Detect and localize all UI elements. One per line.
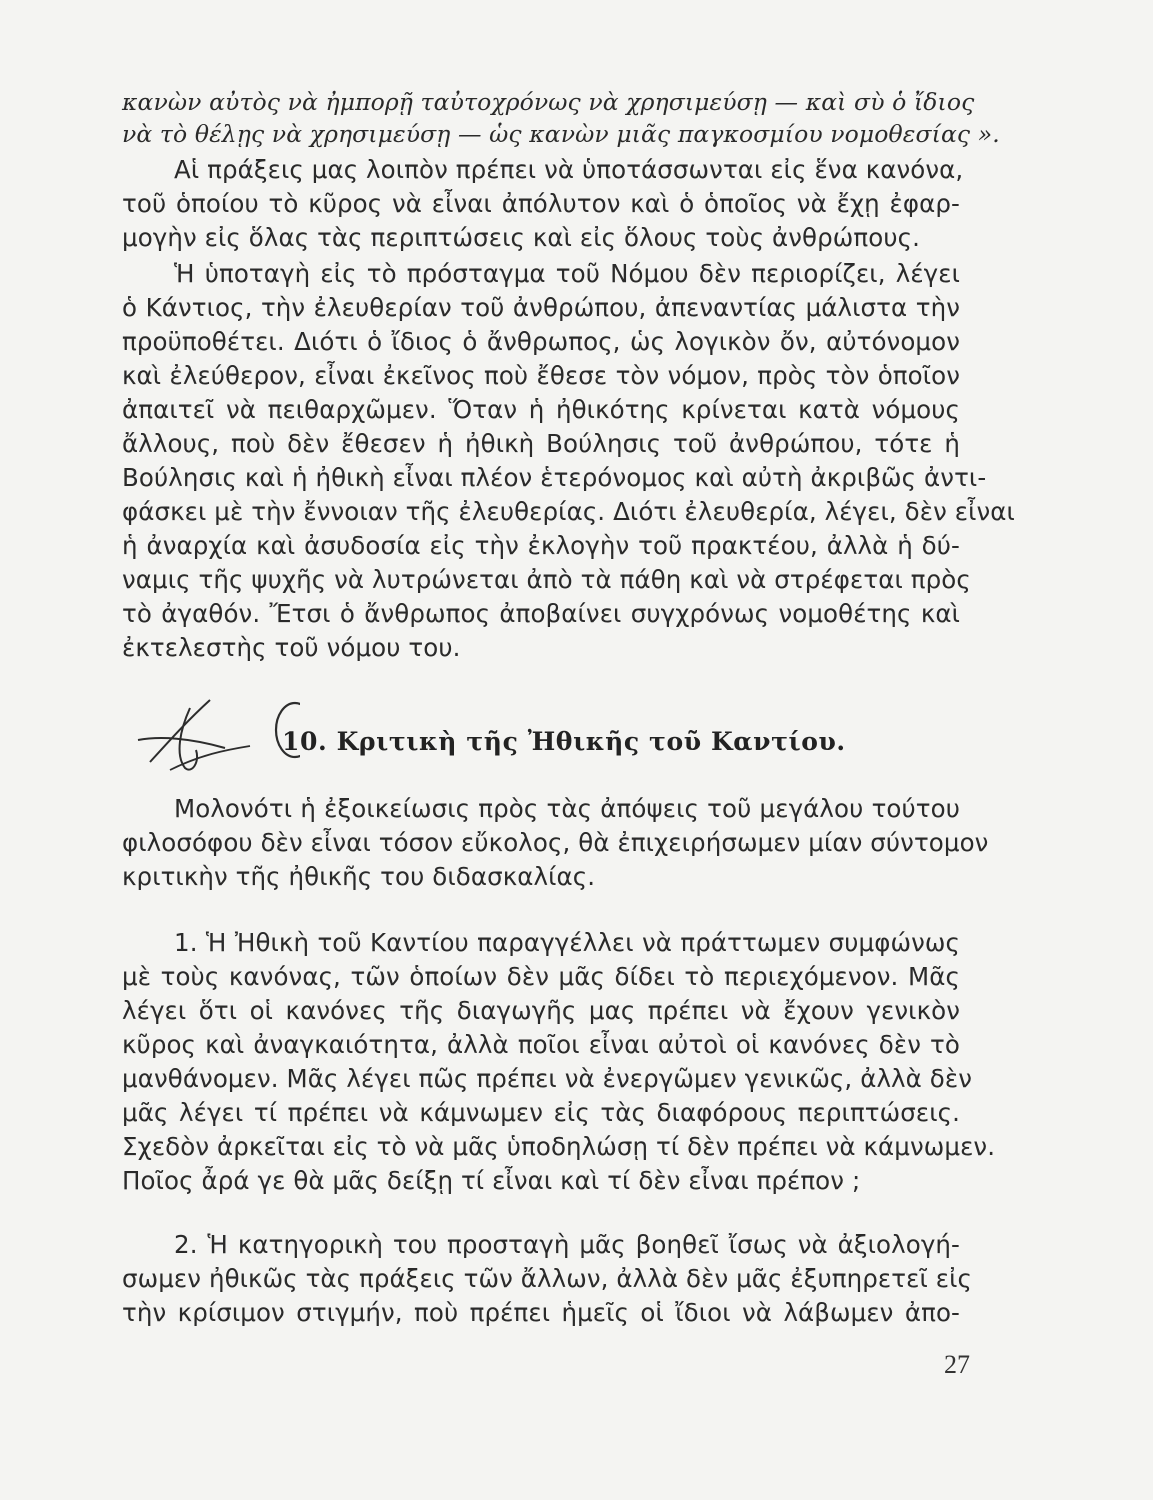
text-line: ἀπαιτεῖ νὰ πειθαρχῶμεν. Ὅταν ἡ ἠθικότης κρίνεται κατὰ νόμους <box>122 395 960 424</box>
text-line: φιλοσόφου δὲν εἶναι τόσον εὔκολος, θὰ ἐπιχειρήσωμεν μίαν σύντομον <box>122 828 989 857</box>
text-line: Αἱ πράξεις μας λοιπὸν πρέπει νὰ ὑποτάσσωνται εἰς ἕνα κανόνα, <box>174 155 964 184</box>
text-line: 1. Ἡ Ἠθικὴ τοῦ Καντίου παραγγέλλει νὰ πράττωμεν συμφώνως <box>174 928 960 957</box>
text-line: προϋποθέτει. Διότι ὁ ἴδιος ὁ ἄνθρωπος, ὡς λογικὸν ὄν, αὐτόνομον <box>122 327 960 356</box>
text-line: κῦρος καὶ ἀναγκαιότητα, ἀλλὰ ποῖοι εἶναι αὐτοὶ οἱ κανόνες δὲν τὸ <box>122 1030 960 1059</box>
text-line: μογὴν εἰς ὅλας τὰς περιπτώσεις καὶ εἰς ὅλους τοὺς ἀνθρώπους. <box>122 223 920 252</box>
text-line: κανὼν αὐτὸς νὰ ἠμπορῇ ταὐτοχρόνως νὰ χρησιμεύσῃ — καὶ σὺ ὁ ἴδιος <box>122 88 975 116</box>
text-line: καὶ ἐλεύθερον, εἶναι ἐκεῖνος ποὺ ἔθεσε τὸν νόμον, πρὸς τὸν ὁποῖον <box>122 361 960 390</box>
handwritten-mark-icon <box>130 670 300 780</box>
text-line: Βούλησις καὶ ἡ ἠθικὴ εἶναι πλέον ἑτερόνομος καὶ αὐτὴ ἀκριβῶς ἀντι- <box>122 463 987 492</box>
text-line: ναμις τῆς ψυχῆς νὰ λυτρώνεται ἀπὸ τὰ πάθη καὶ νὰ στρέφεται πρὸς <box>122 565 971 594</box>
text-line: ἐκτελεστὴς τοῦ νόμου του. <box>122 633 461 662</box>
text-line: σωμεν ἠθικῶς τὰς πράξεις τῶν ἄλλων, ἀλλὰ δὲν μᾶς ἐξυπηρετεῖ εἰς <box>122 1264 972 1293</box>
text-line: 2. Ἡ κατηγορικὴ του προσταγὴ μᾶς βοηθεῖ ἴσως νὰ ἀξιολογή- <box>174 1230 960 1259</box>
text-line: κριτικὴν τῆς ἠθικῆς του διδασκαλίας. <box>122 862 596 891</box>
text-line: μὲ τοὺς κανόνας, τῶν ὁποίων δὲν μᾶς δίδει τὸ περιεχόμενον. Μᾶς <box>122 962 960 991</box>
text-line: Ἡ ὑποταγὴ εἰς τὸ πρόσταγμα τοῦ Νόμου δὲν περιορίζει, λέγει <box>174 259 960 288</box>
text-line: Σχεδὸν ἀρκεῖται εἰς τὸ νὰ μᾶς ὑποδηλώσῃ τί δὲν πρέπει νὰ κάμνωμεν. <box>122 1132 996 1161</box>
text-line: τὴν κρίσιμον στιγμήν, ποὺ πρέπει ἡμεῖς οἱ ἴδιοι νὰ λάβωμεν ἀπο- <box>122 1298 960 1327</box>
text-line: ἄλλους, ποὺ δὲν ἔθεσεν ἡ ἠθικὴ Βούλησις τοῦ ἀνθρώπου, τότε ἡ <box>122 429 960 458</box>
text-line: μανθάνομεν. Μᾶς λέγει πῶς πρέπει νὰ ἐνεργῶμεν γενικῶς, ἀλλὰ δὲν <box>122 1064 972 1093</box>
text-line: Μολονότι ἡ ἐξοικείωσις πρὸς τὰς ἀπόψεις τοῦ μεγάλου τούτου <box>174 794 960 823</box>
text-line: ὁ Κάντιος, τὴν ἐλευθερίαν τοῦ ἀνθρώπου, ἀπεναντίας μάλιστα τὴν <box>122 293 960 322</box>
text-line: Ποῖος ἆρά γε θὰ μᾶς δείξῃ τί εἶναι καὶ τί δὲν εἶναι πρέπον ; <box>122 1166 861 1195</box>
text-line: φάσκει μὲ τὴν ἔννοιαν τῆς ἐλευθερίας. Διότι ἐλευθερία, λέγει, δὲν εἶναι <box>122 497 1015 526</box>
text-line: ἡ ἀναρχία καὶ ἀσυδοσία εἰς τὴν ἐκλογὴν τοῦ πρακτέου, ἀλλὰ ἡ δύ- <box>122 531 960 560</box>
text-line: λέγει ὅτι οἱ κανόνες τῆς διαγωγῆς μας πρέπει νὰ ἔχουν γενικὸν <box>122 996 960 1025</box>
text-line: τοῦ ὁποίου τὸ κῦρος νὰ εἶναι ἀπόλυτον καὶ ὁ ὁποῖος νὰ ἔχῃ ἐφαρ- <box>122 189 960 218</box>
text-line: μᾶς λέγει τί πρέπει νὰ κάμνωμεν εἰς τὰς διαφόρους περιπτώσεις. <box>122 1098 960 1127</box>
text-line: τὸ ἀγαθόν. Ἔτσι ὁ ἄνθρωπος ἀποβαίνει συγχρόνως νομοθέτης καὶ <box>122 599 960 628</box>
section-heading: 10. Κριτικὴ τῆς Ἠθικῆς τοῦ Καντίου. <box>282 727 846 756</box>
page-number: 27 <box>944 1350 970 1379</box>
text-line: νὰ τὸ θέλῃς νὰ χρησιμεύσῃ — ὡς κανὼν μιᾶς παγκοσμίου νομοθεσίας ». <box>122 120 1000 148</box>
